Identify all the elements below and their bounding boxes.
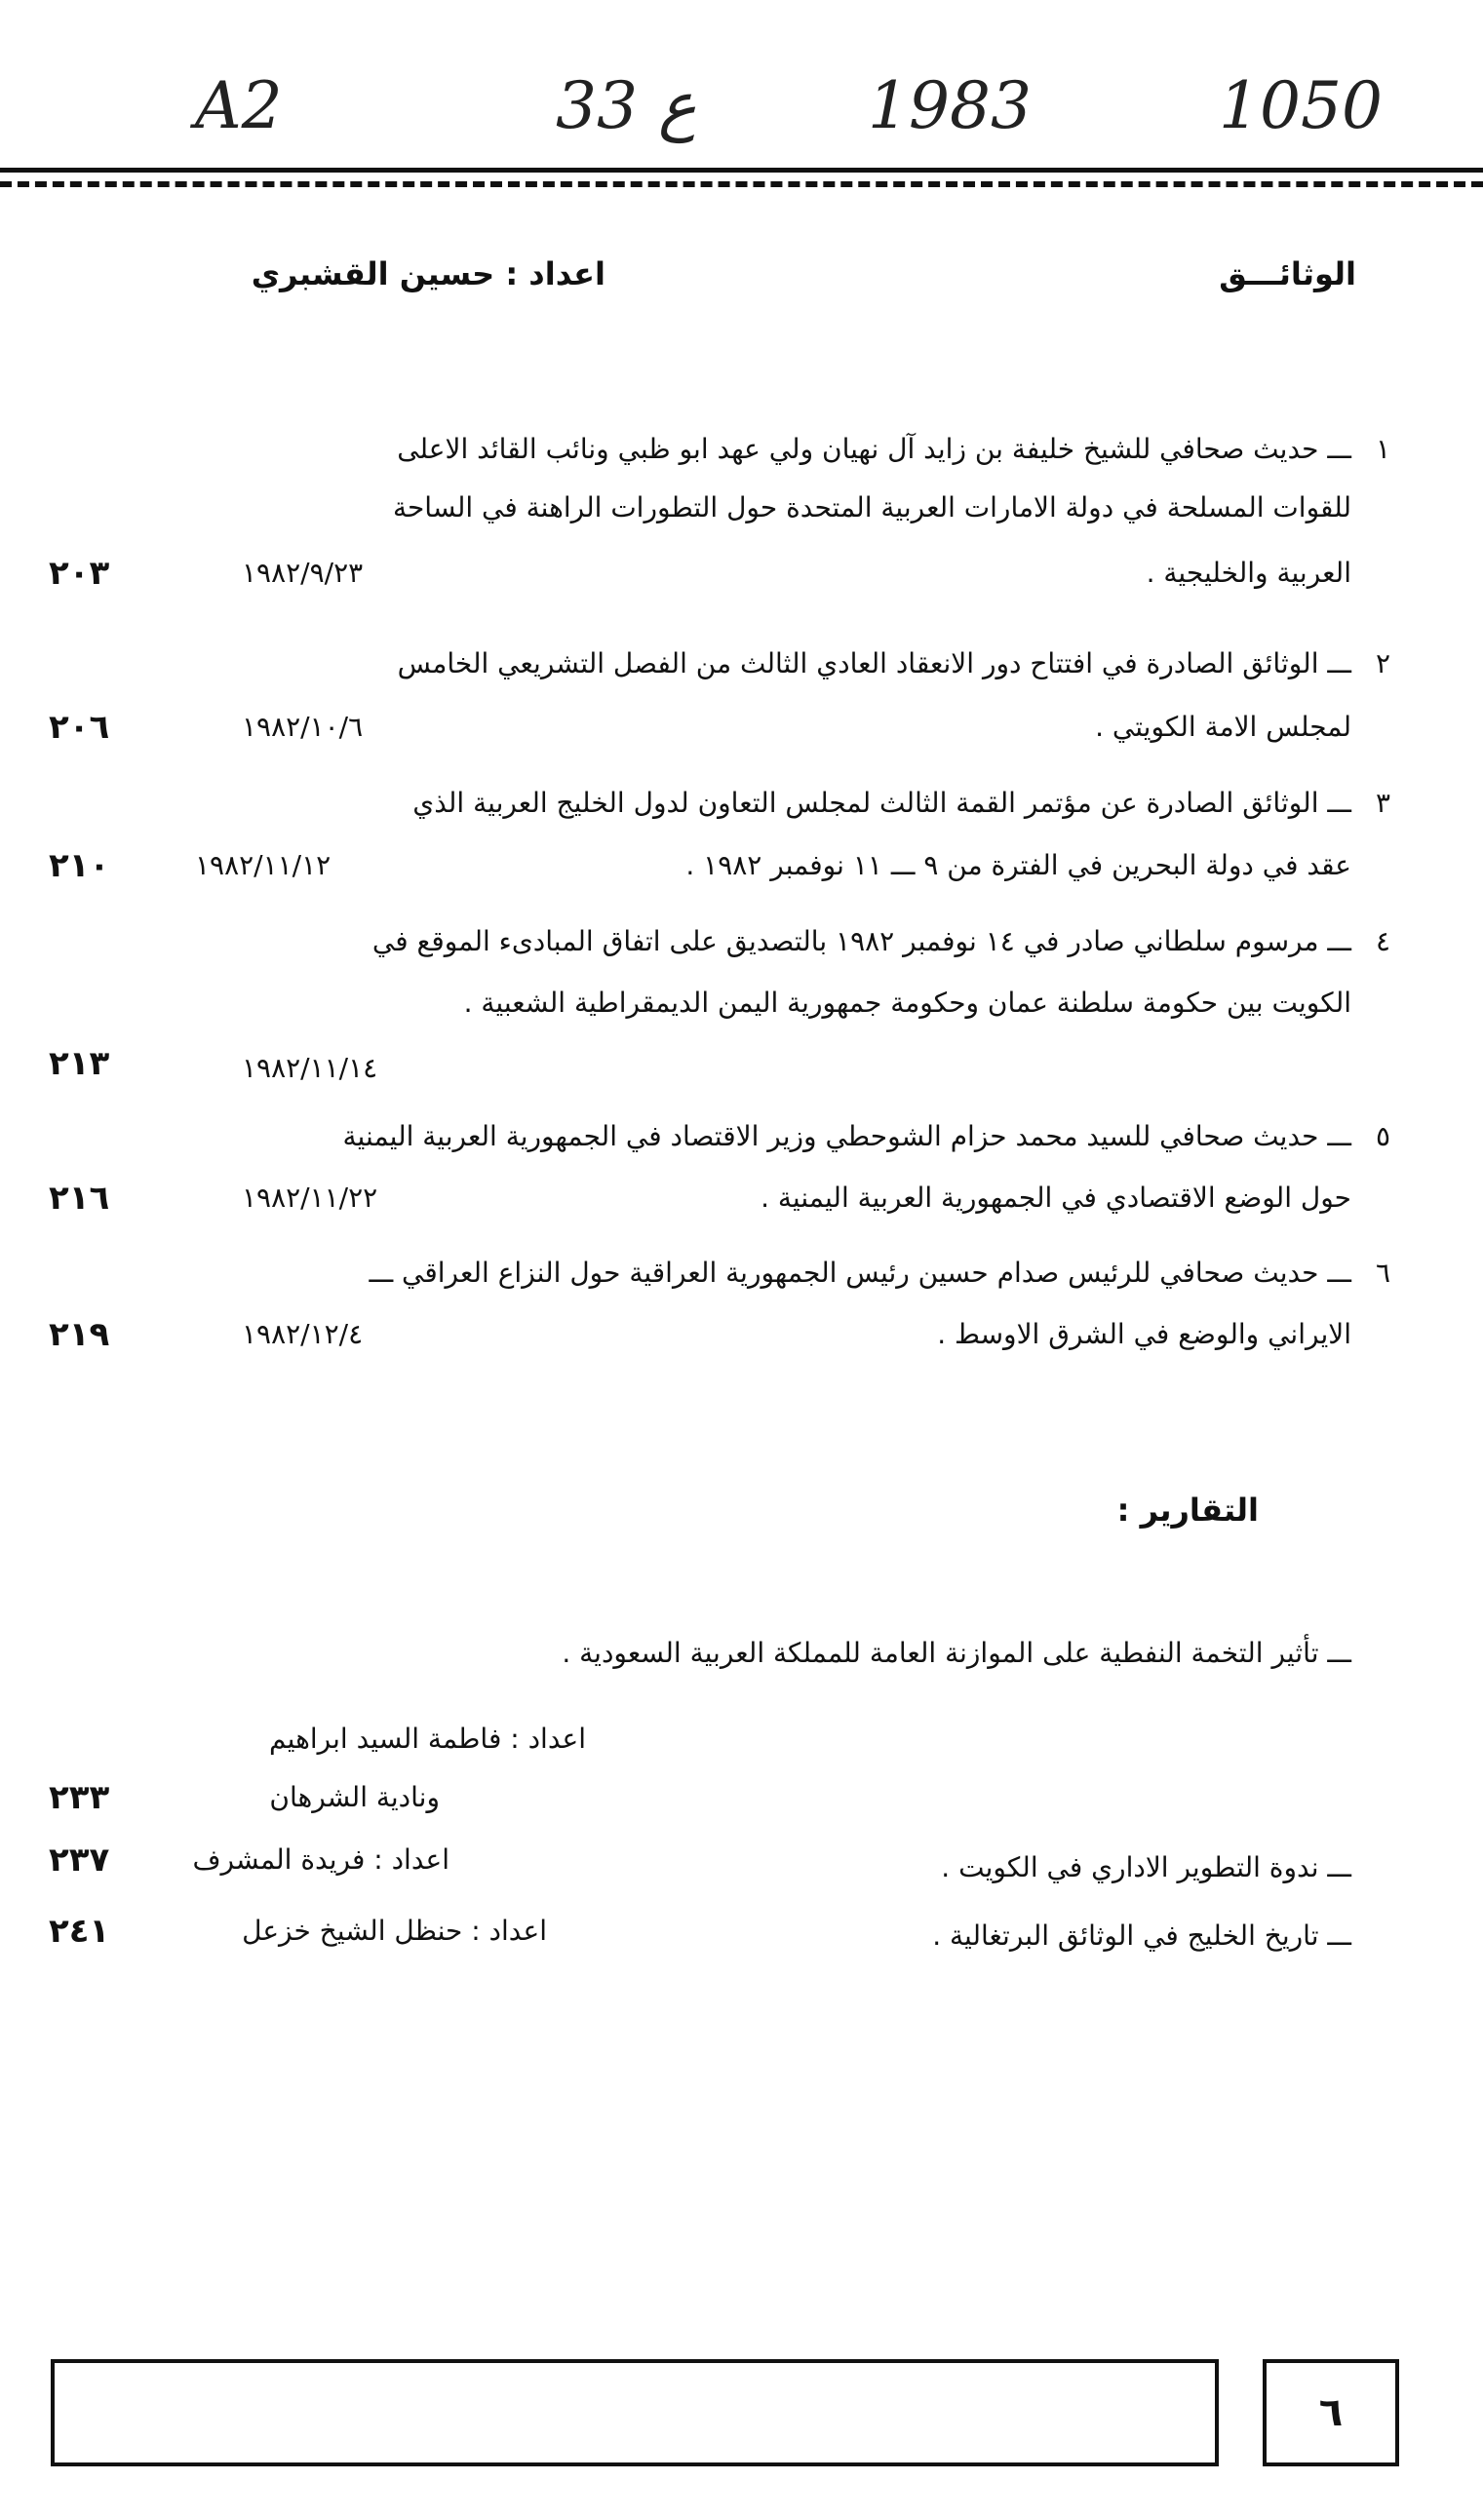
reports-title: التقارير : [1116,1492,1259,1529]
report-2-page: ٢٣٧ [49,1841,110,1880]
report-3-title: ـــ تاريخ الخليج في الوثائق البرتغالية . [932,1919,1351,1952]
doc-item-4-line-2: الكويت بين حكومة سلطنة عمان وحكومة جمهورية اليمن الديمقراطية الشعبية . [463,987,1351,1019]
doc-item-3-line-2: عقد في دولة البحرين في الفترة من ٩ ـــ ١١ نوفمبر ١٩٨٢ . [685,849,1351,881]
doc-item-6-line-2: الايراني والوضع في الشرق الاوسط . [937,1318,1351,1350]
handwritten-mark-left: A2 [195,68,283,143]
doc-item-3-page: ٢١٠ [49,846,110,885]
doc-item-4-page: ٢١٣ [49,1044,110,1083]
doc-item-2-line-2: لمجلس الامة الكويتي . [1095,711,1351,743]
footer-page-number: ٦ [1318,2390,1344,2435]
doc-item-4-line-1: ـــ مرسوم سلطاني صادر في ١٤ نوفمبر ١٩٨٢ بالتصديق على اتفاق المبادىء الموقع في [371,925,1351,957]
doc-item-3-number: ٣ [1375,787,1390,819]
doc-item-3-line-1: ـــ الوثائق الصادرة عن مؤتمر القمة الثالث لمجلس التعاون لدول الخليج العربية الذي [412,787,1351,819]
report-2-preparer: اعداد : فريدة المشرف [192,1843,449,1876]
handwritten-code: 1050 [1219,68,1383,143]
doc-item-5-page: ٢١٦ [49,1179,110,1218]
report-1-preparer-line-1: اعداد : فاطمة السيد ابراهيم [269,1723,586,1755]
header-dashed-rule [0,181,1483,187]
doc-item-5-number: ٥ [1375,1120,1390,1152]
doc-item-2-page: ٢٠٦ [49,708,110,747]
report-1-preparer-line-2: ونادية الشرهان [269,1781,440,1813]
report-3-preparer: اعداد : حنظل الشيخ خزعل [242,1915,547,1947]
doc-item-1-line-2: للقوات المسلحة في دولة الامارات العربية المتحدة حول التطورات الراهنة في الساحة [392,491,1351,523]
report-3-page: ٢٤١ [49,1912,110,1951]
handwritten-year: 1983 [868,68,1032,143]
handwritten-volume: 33 ع [556,68,697,143]
doc-item-6-page: ٢١٩ [49,1315,110,1354]
documents-preparer: اعداد : حسين القشبري [251,255,605,292]
doc-item-2-date: ١٩٨٢/١٠/٦ [242,711,364,743]
doc-item-1-line-1: ـــ حديث صحافي للشيخ خليفة بن زايد آل نهيان ولي عهد ابو ظبي ونائب القائد الاعلى [397,433,1351,465]
report-1-page: ٢٣٣ [49,1778,110,1817]
doc-item-6-line-1: ـــ حديث صحافي للرئيس صدام حسين رئيس الجمهورية العراقية حول النزاع العراقي ـــ [369,1257,1351,1289]
doc-item-4-date: ١٩٨٢/١١/١٤ [242,1052,378,1084]
report-2-title: ـــ ندوة التطوير الاداري في الكويت . [941,1851,1351,1883]
doc-item-5-date: ١٩٨٢/١١/٢٢ [242,1182,378,1214]
documents-title: الوثائـــق [1219,255,1356,292]
doc-item-1-page: ٢٠٣ [49,554,110,593]
footer-page-number-box [1263,2359,1399,2466]
doc-item-5-line-1: ـــ حديث صحافي للسيد محمد حزام الشوحطي وزير الاقتصاد في الجمهورية العربية اليمنية [342,1120,1351,1152]
doc-item-1-number: ١ [1375,433,1390,465]
report-1-title: ـــ تأثير التخمة النفطية على الموازنة العامة للمملكة العربية السعودية . [562,1637,1351,1669]
doc-item-2-number: ٢ [1375,647,1390,679]
doc-item-5-line-2: حول الوضع الاقتصادي في الجمهورية العربية اليمنية . [761,1182,1351,1214]
doc-item-1-line-3: العربية والخليجية . [1146,557,1351,589]
doc-item-2-line-1: ـــ الوثائق الصادرة في افتتاح دور الانعقاد العادي الثالث من الفصل التشريعي الخامس [397,647,1351,679]
doc-item-3-date: ١٩٨٢/١١/١٢ [195,849,332,881]
header-solid-rule [0,168,1483,173]
doc-item-4-number: ٤ [1375,925,1390,957]
doc-item-6-number: ٦ [1375,1257,1390,1289]
footer-empty-frame [51,2359,1219,2466]
doc-item-1-date: ١٩٨٢/٩/٢٣ [242,557,364,589]
doc-item-6-date: ١٩٨٢/١٢/٤ [242,1318,364,1350]
